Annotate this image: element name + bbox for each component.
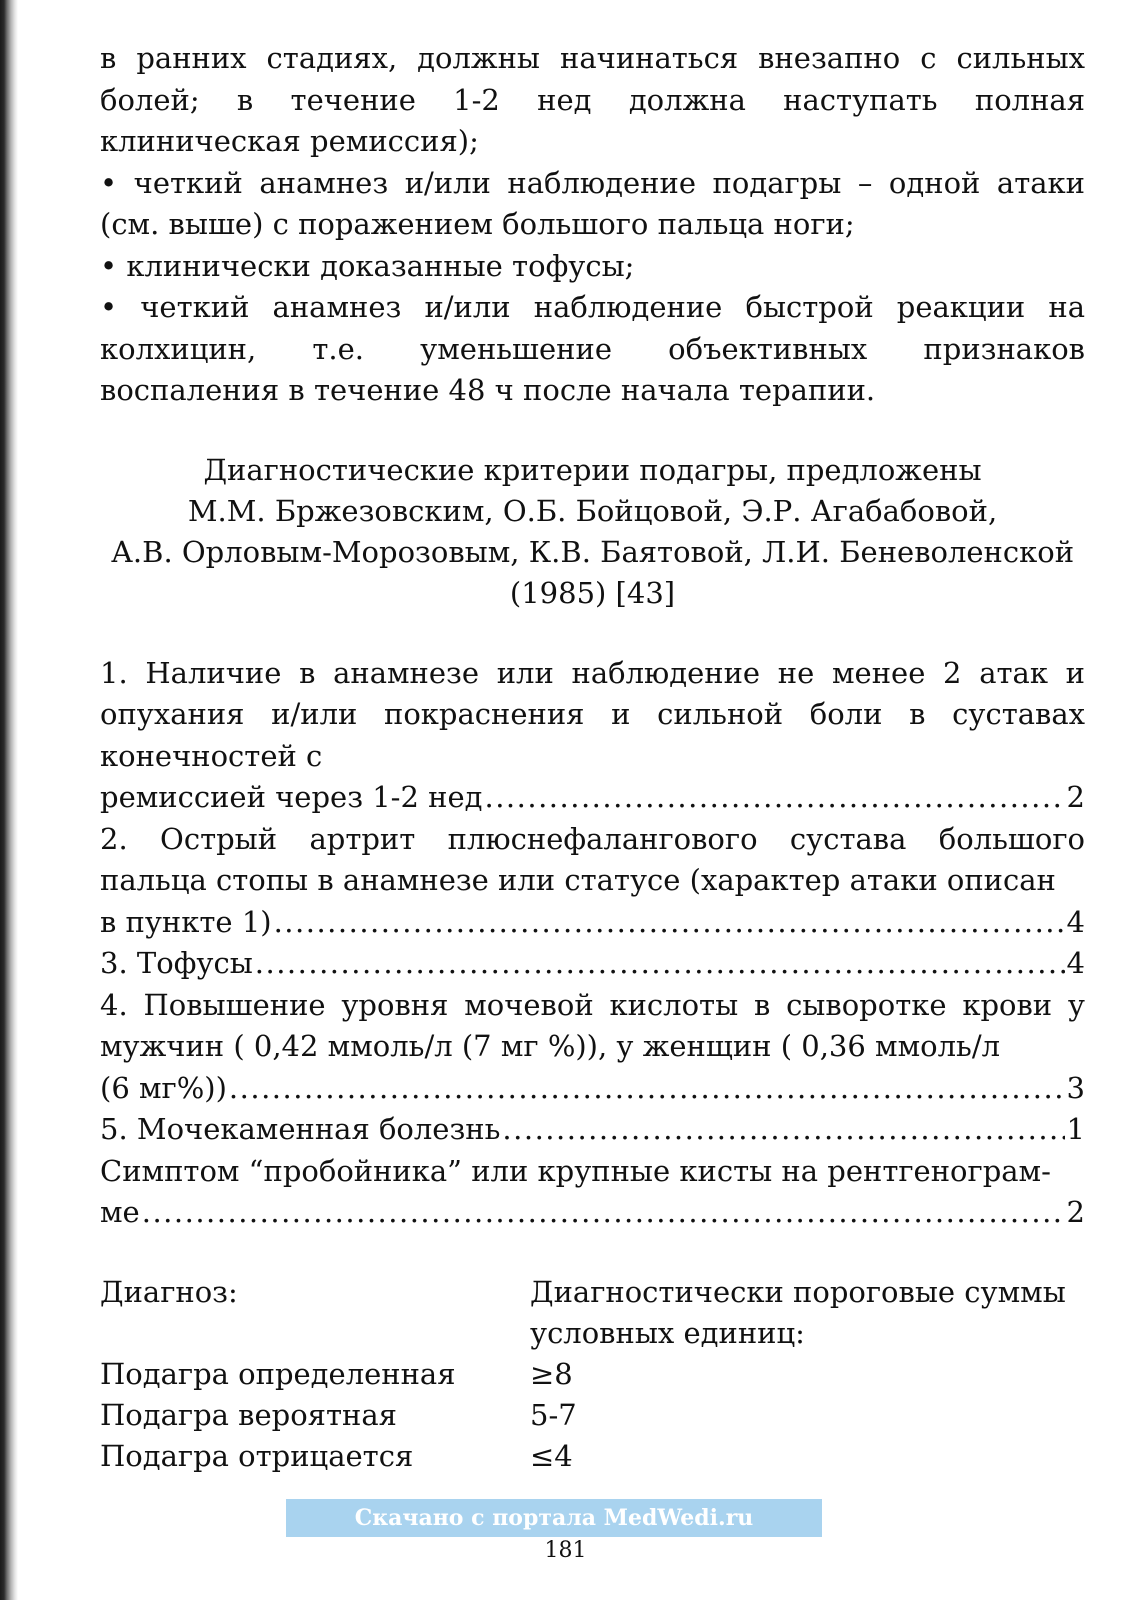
criterion-points: 3 bbox=[1066, 1070, 1085, 1105]
diagnosis-row-value: ≥8 bbox=[530, 1356, 573, 1391]
dot-leader bbox=[485, 777, 1065, 819]
criterion-item bbox=[100, 1151, 1085, 1234]
dot-leader bbox=[142, 1192, 1065, 1234]
dot-leader bbox=[502, 1109, 1064, 1151]
diagnosis-row-label: Подагра отрицается bbox=[100, 1438, 414, 1473]
dot-leader bbox=[274, 902, 1065, 944]
criterion-item bbox=[100, 985, 1085, 1110]
criterion-item bbox=[100, 1109, 1085, 1151]
heading-line: А.В. Орловым-Морозовым, К.В. Баятовой, Л.И. Беневоленской bbox=[110, 534, 1075, 569]
criterion-points: 2 bbox=[1066, 780, 1085, 814]
scan-binding-edge bbox=[0, 0, 18, 1600]
dot-leader bbox=[229, 1068, 1065, 1110]
criterion-last-line: в пункте 1) bbox=[100, 904, 272, 939]
criterion-score-line bbox=[100, 902, 1085, 944]
criterion-last-line: 3. Тофусы bbox=[100, 946, 253, 980]
diagnosis-row-value: ≤4 bbox=[530, 1438, 573, 1473]
criterion-item bbox=[100, 653, 1085, 819]
diagnosis-row-label: Подагра вероятная bbox=[100, 1397, 397, 1432]
criterion-points: 4 bbox=[1066, 904, 1085, 939]
diagnosis-row-value: 5-7 bbox=[530, 1397, 577, 1432]
criterion-last-line: ремиссией через 1-2 нед bbox=[100, 780, 483, 814]
criterion-text: 2. Острый артрит плюснефалангового сустава большого пальца стопы в анамнезе или статусе (характер атаки описан bbox=[100, 821, 1085, 897]
criterion-last-line: (6 мг%)) bbox=[100, 1070, 227, 1105]
criterion-last-line: 5. Мочекаменная болезнь bbox=[100, 1112, 501, 1146]
criterion-score-line bbox=[100, 1192, 1085, 1234]
criterion-last-line: ме bbox=[100, 1195, 140, 1229]
heading-line: (1985) [43] bbox=[509, 575, 676, 610]
diagnosis-row-label: Подагра определенная bbox=[100, 1356, 456, 1391]
bullet-item: • четкий анамнез и/или наблюдение быстрой реакции на колхицин, т.е. уменьшение объективных признаков воспаления в течение 48 ч после начала терапии. bbox=[100, 290, 1085, 407]
dot-leader bbox=[255, 943, 1065, 985]
criterion-text: Симптом “пробойника” или крупные кисты на рентгенограм- bbox=[100, 1153, 1051, 1188]
document-page bbox=[100, 38, 1085, 1477]
criterion-points: 2 bbox=[1066, 1195, 1085, 1229]
criterion-points: 4 bbox=[1066, 946, 1085, 980]
diagnosis-table bbox=[100, 1272, 1085, 1477]
criterion-text: 4. Повышение уровня мочевой кислоты в сыворотке крови у мужчин ( 0,42 ммоль/л (7 мг %)), у женщин ( 0,36 ммоль/л bbox=[100, 987, 1085, 1063]
diagnosis-header-label: Диагноз: bbox=[100, 1274, 238, 1309]
heading-line: М.М. Бржезовским, О.Б. Бойцовой, Э.Р. Агабабовой, bbox=[187, 493, 998, 528]
bullet-item: • клинически доказанные тофусы; bbox=[100, 248, 635, 283]
intro-section bbox=[100, 38, 1085, 412]
criterion-points: 1 bbox=[1066, 1112, 1085, 1146]
criterion-item bbox=[100, 943, 1085, 985]
intro-paragraph: в ранних стадиях, должны начинаться внезапно с сильных болей; в течение 1-2 нед должна наступать полная клиническая ремиссия); bbox=[100, 41, 1085, 158]
bullet-item: • четкий анамнез и/или наблюдение подагры – одной атаки (см. выше) с поражением большого пальца ноги; bbox=[100, 165, 1085, 241]
criterion-item bbox=[100, 819, 1085, 944]
criterion-score-line bbox=[100, 943, 1085, 985]
criterion-score-line bbox=[100, 1068, 1085, 1110]
heading-line: Диагностические критерии подагры, предложены bbox=[203, 452, 982, 487]
criterion-score-line bbox=[100, 777, 1085, 819]
download-watermark-banner: Скачано с портала MedWedi.ru bbox=[286, 1499, 822, 1537]
diagnosis-header-threshold: Диагностически пороговые суммы условных единиц: bbox=[530, 1274, 1066, 1350]
section-heading bbox=[100, 450, 1085, 614]
criterion-score-line bbox=[100, 1109, 1085, 1151]
criteria-list bbox=[100, 653, 1085, 1234]
page-number: 181 bbox=[544, 1538, 587, 1563]
criterion-text: 1. Наличие в анамнезе или наблюдение не менее 2 атак и опухания и/или покраснения и сильной боли в суставах конечностей с bbox=[100, 655, 1085, 773]
